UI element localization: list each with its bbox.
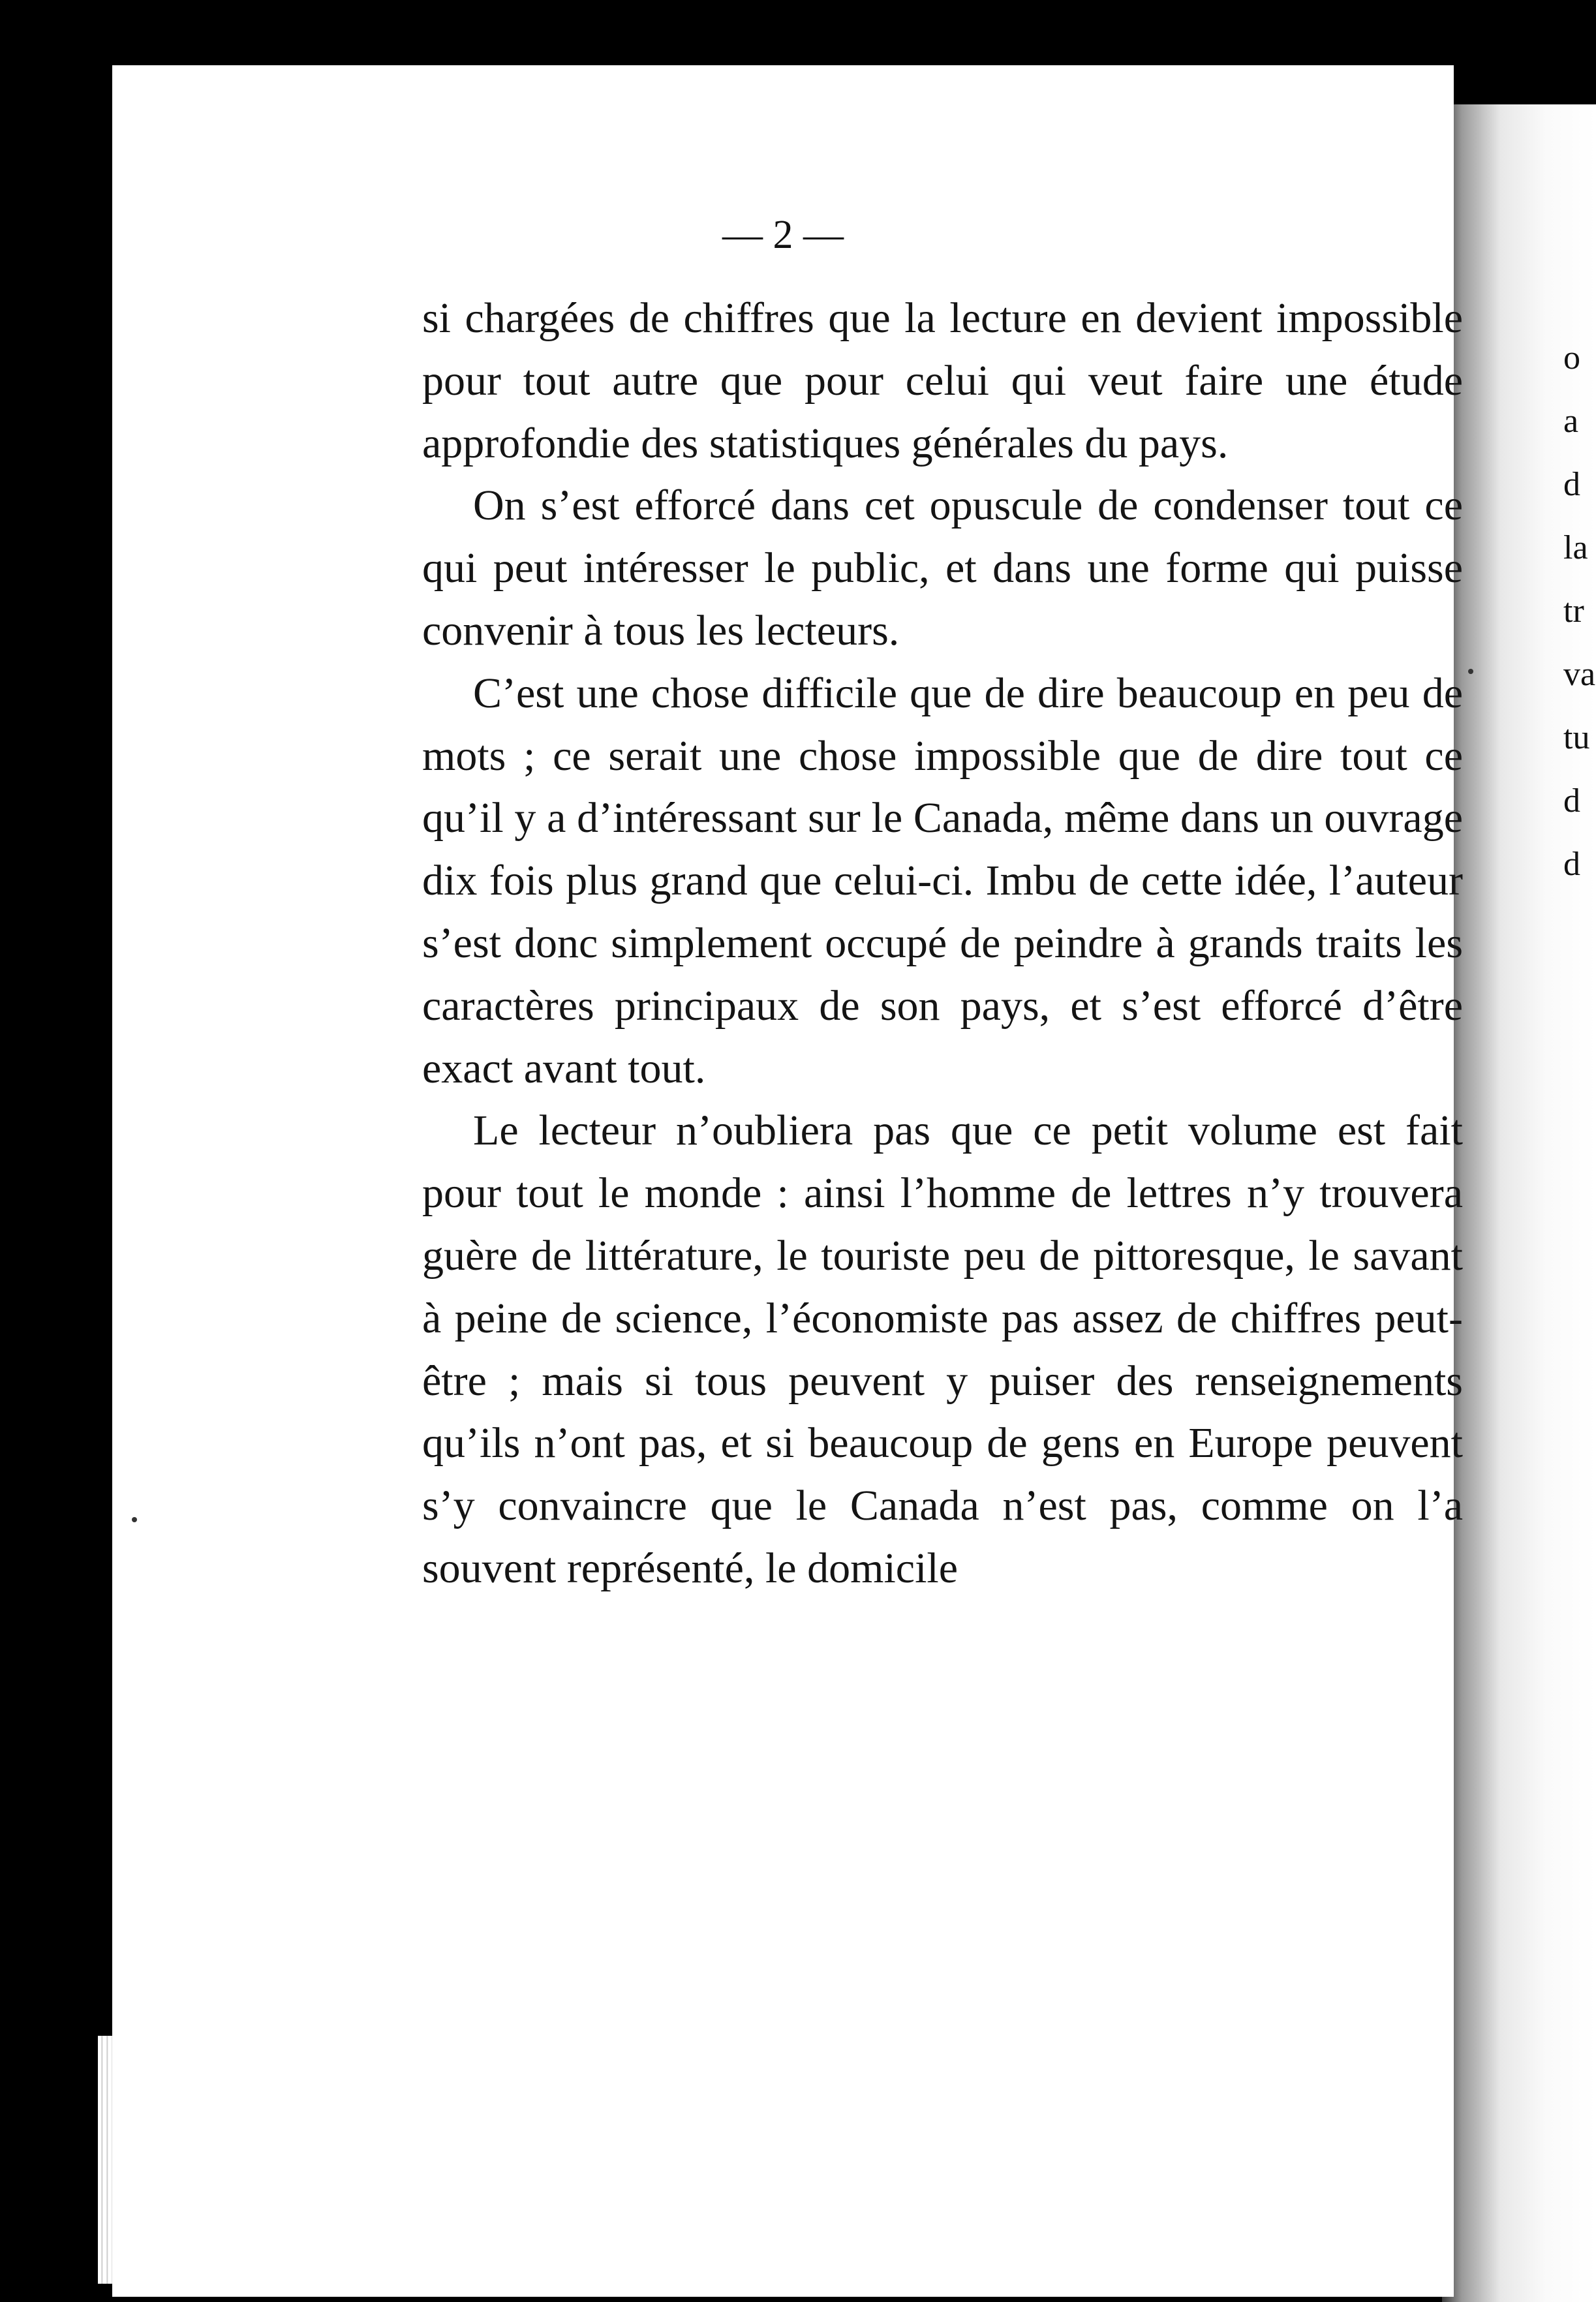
facing-page-text-fragments — [1563, 326, 1596, 896]
page-body-text — [422, 287, 1463, 1600]
scan-speck — [1468, 669, 1473, 674]
paragraph: On s’est efforcé dans cet opuscule de condenser tout ce qui peut intéresser le public, et dans une forme qui puisse convenir à tous les lecteurs. — [422, 482, 1463, 654]
book-page — [112, 65, 1463, 2297]
facing-fragment: d — [1563, 846, 1580, 883]
facing-fragment: d — [1563, 782, 1580, 820]
facing-fragment: d — [1563, 466, 1580, 503]
paragraph: Le lecteur n’oubliera pas que ce petit volume est fait pour tout le monde : ainsi l’homme de lettres n’y trouvera guère de littérature, le touriste peu de pittoresque, le savant à peine de science, l’économiste pas assez de chiffres peut-être ; mais si tous peuvent y puiser des renseignements qu’ils n’ont pas, et si beaucoup de gens en Europe peuvent s’y convaincre que le Canada n’est pas, comme on l’a souvent représenté, le domicile — [422, 1107, 1463, 1592]
facing-fragment: o — [1563, 339, 1580, 376]
page-number: — 2 — — [722, 213, 844, 257]
paragraph: si chargées de chiffres que la lecture en devient impossible pour tout autre que pour celui qui veut faire une étude approfondie des statistiques générales du pays. — [422, 294, 1463, 467]
facing-fragment: va — [1563, 656, 1596, 693]
scan-speck — [132, 1517, 137, 1522]
facing-fragment: a — [1563, 403, 1579, 440]
facing-fragment: la — [1563, 529, 1588, 566]
facing-fragment: tu — [1563, 719, 1590, 756]
paragraph: C’est une chose difficile que de dire beaucoup en peu de mots ; ce serait une chose impossible que de dire tout ce qu’il y a d’intéressant sur le Canada, même dans un ouvrage dix fois plus grand que celui-ci. Imbu de cette idée, l’auteur s’est donc simplement occupé de peindre à grands traits les caractères principaux de son pays, et s’est efforcé d’être exact avant tout. — [422, 669, 1463, 1092]
facing-fragment: tr — [1563, 592, 1584, 630]
